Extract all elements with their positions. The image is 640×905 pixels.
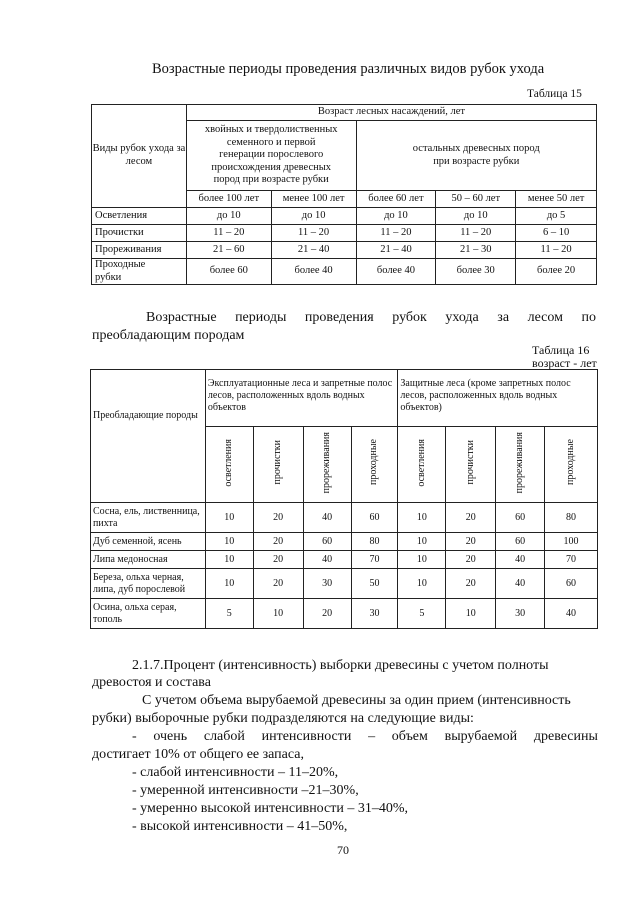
t15-subheader: более 100 лет: [186, 191, 271, 208]
t15-cell: 11 – 20: [516, 242, 597, 259]
t16-subheader: осветления: [205, 427, 253, 503]
item-word: –: [368, 729, 376, 744]
table-row: [92, 259, 597, 285]
t16-row-name: Осина, ольха серая, тополь: [91, 599, 206, 629]
t16-cell: 10: [205, 551, 253, 569]
t16-subheader: проходные: [351, 427, 398, 503]
t16-row-header: Преобладающие породы: [91, 370, 206, 503]
table16-title-line2: преобладающим породам: [92, 328, 245, 343]
t16-row-name: Дуб семенной, ясень: [91, 533, 206, 551]
t16-cell: 20: [446, 569, 496, 599]
title-word: за: [497, 310, 510, 325]
title-word: ухода: [445, 310, 479, 325]
t16-cell: 60: [496, 503, 545, 533]
t16-cell: 40: [496, 569, 545, 599]
t16-cell: 10: [205, 569, 253, 599]
t15-subheader: менее 100 лет: [271, 191, 356, 208]
table-16: [90, 369, 598, 629]
table-row: [91, 533, 598, 551]
title-word: проведения: [304, 310, 374, 325]
t15-group2-header: остальных древесных пород при возрасте рубки: [356, 121, 596, 191]
t16-cell: 40: [303, 551, 351, 569]
t15-subheader: более 60 лет: [356, 191, 436, 208]
t15-row-name: Проходные рубки: [92, 259, 187, 285]
table-row: [91, 503, 598, 533]
table-row: [91, 569, 598, 599]
intro-line2: рубки) выборочные рубки подразделяются на следующие виды:: [92, 711, 474, 726]
t15-cell: 21 – 40: [356, 242, 436, 259]
list-item: - умеренно высокой интенсивности – 31–40%,: [132, 801, 409, 816]
table-15: [91, 104, 597, 285]
t16-cell: 30: [303, 569, 351, 599]
t15-cell: 11 – 20: [271, 225, 356, 242]
t15-row-header: Виды рубок ухода за лесом: [92, 105, 187, 208]
table16-unit: возраст - лет: [532, 356, 597, 370]
t16-cell: 10: [253, 599, 303, 629]
t15-cell: до 10: [436, 208, 516, 225]
t16-cell: 10: [446, 599, 496, 629]
t15-cell: 21 – 30: [436, 242, 516, 259]
t16-cell: 20: [303, 599, 351, 629]
intro-line1: С учетом объема вырубаемой древесины за один прием (интенсивность: [142, 693, 571, 708]
t16-cell: 100: [545, 533, 598, 551]
t16-subheader: прочистки: [253, 427, 303, 503]
t16-cell: 10: [398, 569, 446, 599]
t16-subheader: прочистки: [446, 427, 496, 503]
t16-cell: 20: [446, 533, 496, 551]
t16-row-name: Липа медоносная: [91, 551, 206, 569]
t16-cell: 60: [351, 503, 398, 533]
table15-title: Возрастные периоды проведения различных видов рубок ухода: [152, 61, 545, 77]
t16-cell: 40: [303, 503, 351, 533]
list-item: - слабой интенсивности – 11–20%,: [132, 765, 339, 780]
list-item-very-weak: [132, 728, 598, 746]
t16-cell: 20: [253, 569, 303, 599]
t16-cell: 20: [253, 533, 303, 551]
t16-cell: 20: [446, 551, 496, 569]
t16-cell: 5: [398, 599, 446, 629]
t15-cell: 21 – 60: [186, 242, 271, 259]
title-word: Возрастные: [146, 310, 217, 325]
title-word: периоды: [235, 310, 287, 325]
title-word: по: [581, 310, 596, 325]
t16-cell: 30: [496, 599, 545, 629]
title-word: лесом: [527, 310, 563, 325]
t16-cell: 10: [398, 503, 446, 533]
page-number: 70: [337, 843, 349, 857]
t15-cell: до 10: [186, 208, 271, 225]
t16-cell: 50: [351, 569, 398, 599]
t16-cell: 70: [351, 551, 398, 569]
t16-cell: 10: [205, 503, 253, 533]
t15-cell: более 30: [436, 259, 516, 285]
t16-cell: 20: [253, 503, 303, 533]
t15-cell: 11 – 20: [186, 225, 271, 242]
table-row: [92, 225, 597, 242]
section-heading-line2: древостоя и состава: [92, 675, 211, 690]
t16-cell: 80: [351, 533, 398, 551]
t15-subheader: 50 – 60 лет: [436, 191, 516, 208]
t15-cell: более 40: [271, 259, 356, 285]
table-row: [92, 208, 597, 225]
table-row: [91, 551, 598, 569]
table16-title: [146, 309, 596, 327]
t16-cell: 10: [398, 533, 446, 551]
t16-subheader: осветления: [398, 427, 446, 503]
item-word: слабой: [203, 729, 245, 744]
t15-cell: до 5: [516, 208, 597, 225]
section-heading-line1: 2.1.7.Процент (интенсивность) выборки древесины с учетом полноты: [132, 658, 549, 673]
item-word: древесины: [533, 729, 598, 744]
t16-subheader: прореживания: [303, 427, 351, 503]
t16-cell: 20: [446, 503, 496, 533]
item-word: интенсивности: [261, 729, 352, 744]
list-item: - высокой интенсивности – 41–50%,: [132, 819, 348, 834]
t15-top-header: Возраст лесных насаждений, лет: [186, 105, 596, 121]
list-item: - умеренной интенсивности –21–30%,: [132, 783, 359, 798]
item-word: объем: [391, 729, 428, 744]
list-item-very-weak-line2: достигает 10% от общего ее запаса,: [92, 747, 304, 762]
t15-row-name: Прореживания: [92, 242, 187, 259]
t15-cell: 21 – 40: [271, 242, 356, 259]
t16-cell: 60: [545, 569, 598, 599]
t16-cell: 60: [496, 533, 545, 551]
t15-cell: до 10: [356, 208, 436, 225]
t15-cell: 11 – 20: [356, 225, 436, 242]
t16-row-name: Береза, ольха черная, липа, дуб порослевой: [91, 569, 206, 599]
t15-cell: 11 – 20: [436, 225, 516, 242]
t16-cell: 20: [253, 551, 303, 569]
t16-cell: 10: [398, 551, 446, 569]
t16-subheader: прореживания: [496, 427, 545, 503]
table-row: [92, 242, 597, 259]
t16-subheader: проходные: [545, 427, 598, 503]
t16-cell: 80: [545, 503, 598, 533]
table-row: [91, 599, 598, 629]
t15-cell: более 60: [186, 259, 271, 285]
item-word: -: [132, 729, 137, 744]
t16-group2-header: Защитные леса (кроме запретных полос лесов, расположенных вдоль водных объектов): [398, 370, 598, 427]
t16-cell: 10: [205, 533, 253, 551]
t15-subheader: менее 50 лет: [516, 191, 597, 208]
t16-cell: 5: [205, 599, 253, 629]
t16-cell: 40: [496, 551, 545, 569]
t16-cell: 70: [545, 551, 598, 569]
title-word: рубок: [392, 310, 427, 325]
table15-label: Таблица 15: [527, 88, 582, 100]
item-word: вырубаемой: [444, 729, 518, 744]
t16-cell: 30: [351, 599, 398, 629]
t15-group1-header: хвойных и твердолиственных семенного и первой генерации порослевого происхождения древесных пород при возрасте рубки: [186, 121, 356, 191]
t15-row-name: Осветления: [92, 208, 187, 225]
t15-cell: более 40: [356, 259, 436, 285]
item-word: очень: [153, 729, 188, 744]
t15-row-name: Прочистки: [92, 225, 187, 242]
t16-cell: 60: [303, 533, 351, 551]
table16-label: Таблица 16: [532, 343, 590, 357]
t15-cell: более 20: [516, 259, 597, 285]
t16-cell: 40: [545, 599, 598, 629]
t16-group1-header: Эксплуатационные леса и запретные полос лесов, расположенных вдоль водных объектов: [205, 370, 398, 427]
t16-row-name: Сосна, ель, лиственница, пихта: [91, 503, 206, 533]
t15-cell: 6 – 10: [516, 225, 597, 242]
t15-cell: до 10: [271, 208, 356, 225]
